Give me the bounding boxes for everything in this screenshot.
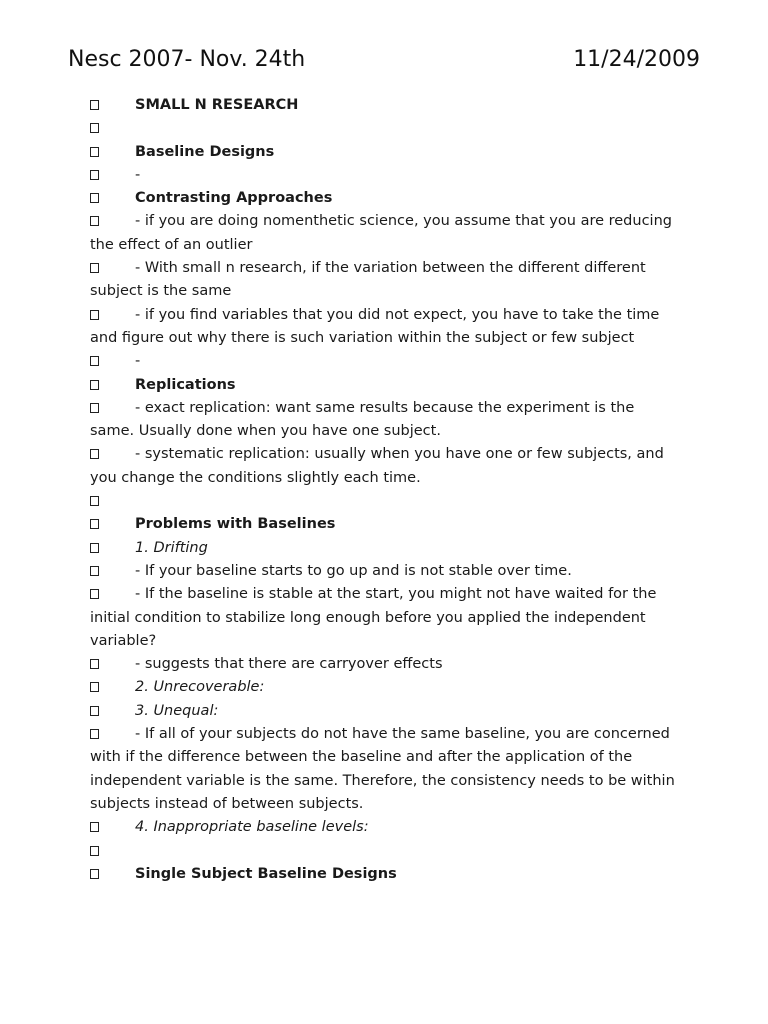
note-item [90,490,680,513]
note-text: Single Subject Baseline Designs [135,865,397,882]
note-text: - if you are doing nomenthetic science, you assume that you are reducing the effect of an outlier [90,213,672,253]
note-item [90,94,680,117]
checkbox-bullet-icon [90,846,99,856]
note-item [90,560,680,583]
note-text: - [135,353,141,370]
note-text: - exact replication: want same results because the experiment is the same. Usually done when you have one subject. [90,399,635,440]
checkbox-bullet-icon [90,543,99,553]
note-text: 4. Inappropriate baseline levels: [135,819,369,836]
document-date: 11/24/2009 [573,47,700,72]
note-item [90,653,680,676]
checkbox-bullet-icon [90,380,99,390]
checkbox-bullet-icon [90,170,99,180]
note-item [90,513,680,536]
checkbox-bullet-icon [90,566,99,576]
checkbox-bullet-icon [90,310,99,320]
note-item [90,537,680,560]
note-item [90,164,680,187]
checkbox-bullet-icon [90,682,99,692]
note-item [90,816,680,839]
note-item [90,840,680,863]
note-item [90,443,680,490]
note-text: 2. Unrecoverable: [135,679,265,696]
note-text: SMALL N RESEARCH [135,97,299,113]
checkbox-bullet-icon [90,822,99,832]
checkbox-bullet-icon [90,449,99,459]
note-item [90,117,680,140]
checkbox-bullet-icon [90,147,99,157]
note-text: Problems with Baselines [135,516,336,533]
note-text: 3. Unequal: [135,702,219,719]
checkbox-bullet-icon [90,869,99,879]
note-item [90,350,680,373]
note-text: - if you find variables that you did not expect, you have to take the time and figure out why there is such variation within the subject or few subject [90,306,660,346]
note-text: - suggests that there are carryover effects [135,656,443,673]
checkbox-bullet-icon [90,193,99,203]
note-text: - With small n research, if the variation between the different different subject is the same [90,260,646,300]
note-item [90,723,680,816]
note-item [90,304,680,351]
note-text: - systematic replication: usually when you have one or few subjects, and you change the conditions slightly each time. [90,446,664,486]
document-title: Nesc 2007- Nov. 24th [68,47,306,72]
checkbox-bullet-icon [90,216,99,226]
checkbox-bullet-icon [90,403,99,413]
note-text: Replications [135,376,236,393]
note-item [90,257,680,304]
checkbox-bullet-icon [90,123,99,133]
note-text: - [135,166,141,183]
checkbox-bullet-icon [90,729,99,739]
note-text: - If the baseline is stable at the start, you might not have waited for the initial condition to stabilize long enough before you applied the independent variable? [90,586,657,649]
checkbox-bullet-icon [90,706,99,716]
note-text: Contrasting Approaches [135,190,333,207]
checkbox-bullet-icon [90,263,99,273]
note-item [90,210,680,257]
note-item [90,863,680,886]
note-text: - If all of your subjects do not have the same baseline, you are concerned with if the difference between the baseline and after the application of the independent variable is the same. Therefore, the consistency needs to be within subjects instead of between subjects. [90,726,675,812]
note-item [90,187,680,210]
note-text: 1. Drifting [135,539,208,556]
checkbox-bullet-icon [90,519,99,529]
checkbox-bullet-icon [90,659,99,669]
notes-list [90,94,680,886]
checkbox-bullet-icon [90,496,99,506]
note-text: - If your baseline starts to go up and is not stable over time. [135,562,572,579]
note-item [90,374,680,397]
note-item [90,583,680,653]
note-item [90,676,680,699]
checkbox-bullet-icon [90,589,99,599]
checkbox-bullet-icon [90,356,99,366]
note-text: Baseline Designs [135,143,275,160]
note-item [90,700,680,723]
checkbox-bullet-icon [90,100,99,110]
note-item [90,141,680,164]
note-item [90,397,680,444]
